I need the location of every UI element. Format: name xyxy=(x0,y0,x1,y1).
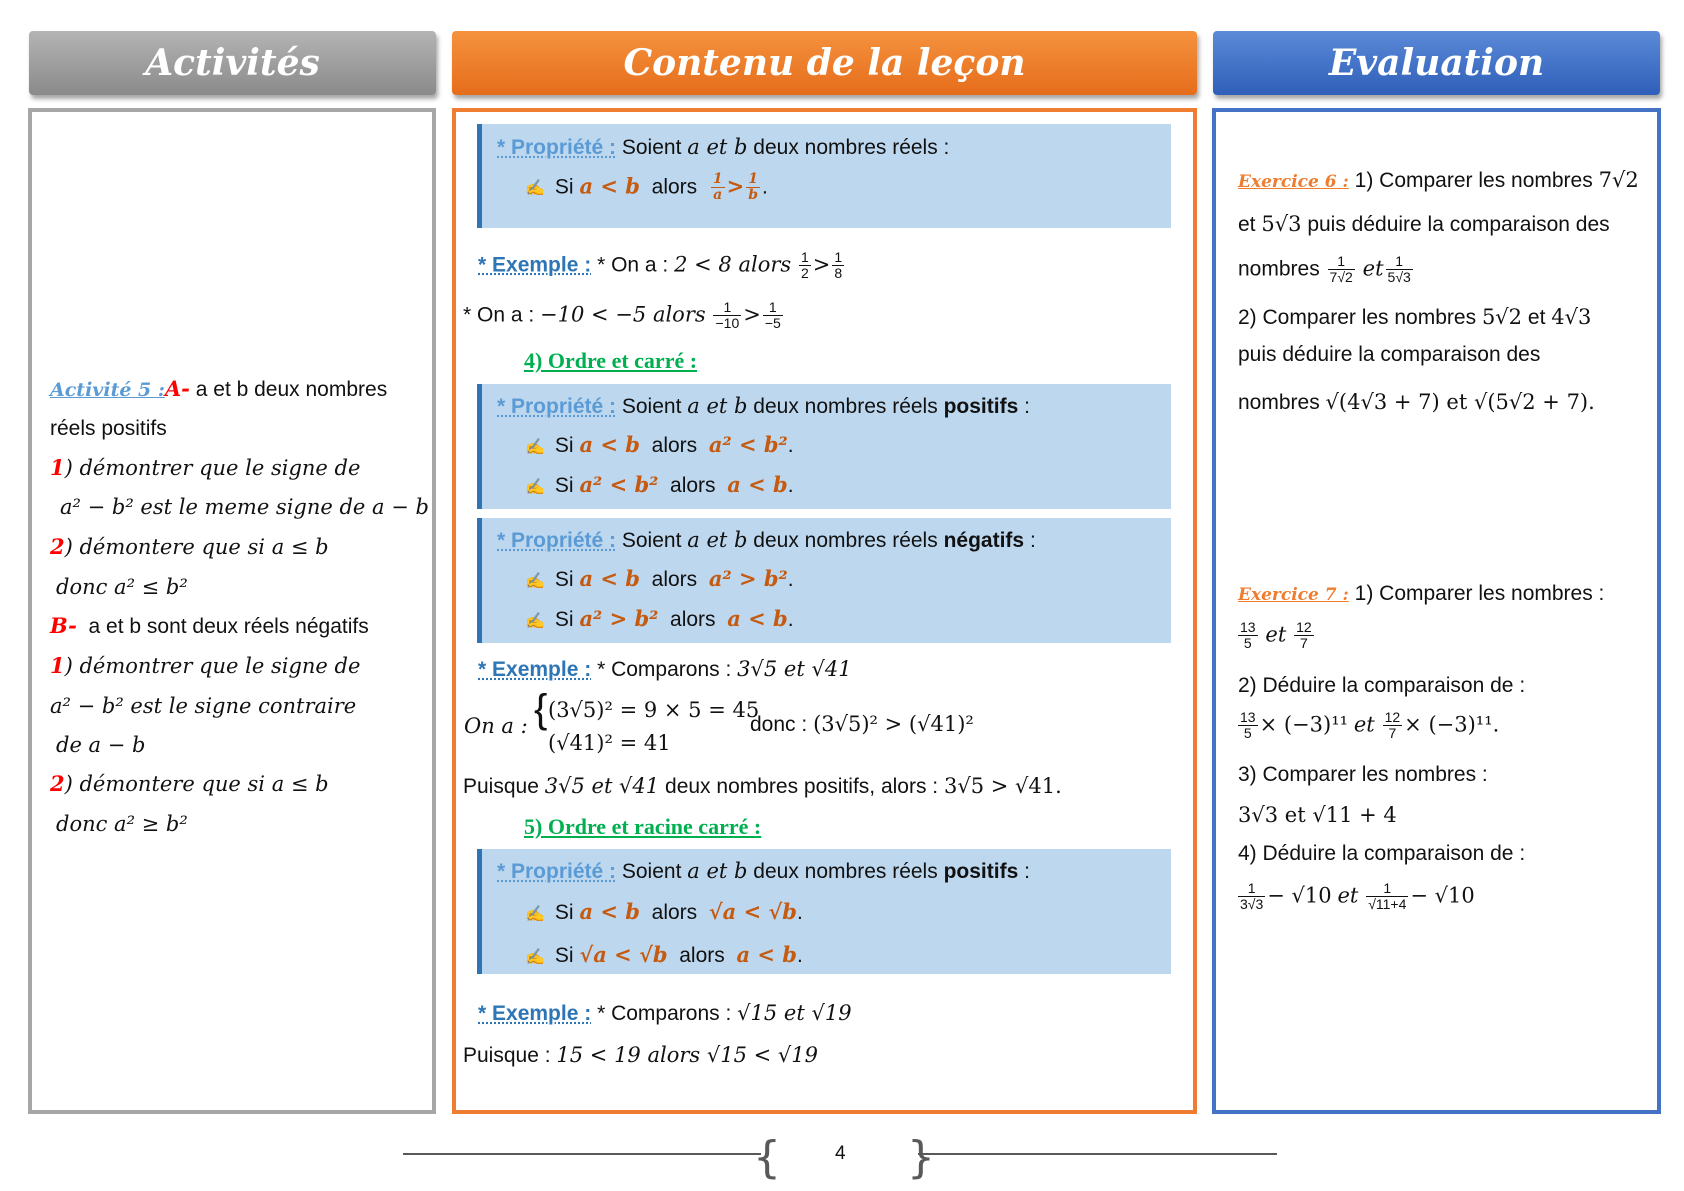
activite-a2: 2) démontere que si a ≤ b xyxy=(50,534,329,559)
activite-b2: 2) démontere que si a ≤ b xyxy=(50,771,329,796)
propriete-4-rule-1: ✍ Si a < b alors √a < √b. xyxy=(525,899,803,924)
pen-icon: ✍ xyxy=(525,906,545,923)
footer-bracket-left: { xyxy=(753,1132,781,1183)
propriete-3-rule-1: ✍ Si a < b alors a² > b². xyxy=(525,566,794,591)
activite-intro: Activité 5 :A- a et b deux nombres xyxy=(50,376,388,401)
exercice-6-line-6: nombres √(4√3 + 7) et √(5√2 + 7). xyxy=(1238,390,1595,414)
exercice-7-line-4: $\frac{13}{5}$ × (−3)¹¹ et $\frac{12}{7}$ × (−3)¹¹. xyxy=(1240,709,1500,742)
footer-bracket-right: } xyxy=(907,1132,935,1183)
exercice-7-line-8: $\frac{1}{3√3}$ − √10 et $\frac{1}{√11+4}$ − √10 xyxy=(1240,880,1475,913)
exercice-6-line-2: et 5√3 puis déduire la comparaison des xyxy=(1238,212,1610,236)
propriete-2-title: * Propriété : Soient a et b deux nombres réels positifs : xyxy=(497,394,1030,418)
header-evaluation: Evaluation xyxy=(1213,31,1660,95)
footer-line-left xyxy=(403,1153,761,1155)
activite-partB: B- a et b sont deux réels négatifs xyxy=(50,613,369,638)
exercice-7-line-3: 2) Déduire la comparaison de : xyxy=(1238,674,1526,697)
exercice-7-line-7: 4) Déduire la comparaison de : xyxy=(1238,842,1526,865)
exemple-3-donc: donc : (3√5)² > (√41)² xyxy=(750,712,974,736)
exemple-3-sys-2: (√41)² = 41 xyxy=(548,731,671,755)
exemple-2: * On a : −10 < −5 alors $\frac{1}{-10}$ > $\frac{1}{-5}$ xyxy=(463,299,781,332)
activite-b2-math: donc a² ≥ b² xyxy=(56,812,188,836)
propriete-4-title: * Propriété : Soient a et b deux nombres réels positifs : xyxy=(497,859,1030,883)
pen-icon: ✍ xyxy=(525,949,545,966)
activite-b1: 1) démontrer que le signe de xyxy=(50,653,361,678)
propriete-3-title: * Propriété : Soient a et b deux nombres réels négatifs : xyxy=(497,528,1036,552)
section-4-title: 4) Ordre et carré : xyxy=(524,348,698,373)
panel-activites xyxy=(28,108,436,1114)
pen-icon: ✍ xyxy=(525,479,545,496)
exercice-6-line-4: 2) Comparer les nombres 5√2 et 4√3 xyxy=(1238,305,1592,329)
exercice-6-line-3: nombres $\frac{1}{7√2}$ et $\frac{1}{5√3}$ xyxy=(1238,253,1411,286)
brace-symbol: { xyxy=(534,687,548,731)
propriete-3-rule-2: ✍ Si a² > b² alors a < b. xyxy=(525,606,794,631)
activite-a1-math: a² − b² est le meme signe de a − b xyxy=(60,495,429,519)
activite-a1: 1) démontrer que le signe de xyxy=(50,455,361,480)
activite-b1-math-2: de a − b xyxy=(56,733,146,757)
section-5-title: 5) Ordre et racine carré : xyxy=(524,814,762,839)
pen-icon: ✍ xyxy=(525,439,545,456)
propriete-4-rule-2: ✍ Si √a < √b alors a < b. xyxy=(525,942,803,967)
pen-icon: ✍ xyxy=(525,613,545,630)
exemple-3-sys-1: (3√5)² = 9 × 5 = 45 xyxy=(548,698,760,722)
header-activites: Activités xyxy=(29,31,436,95)
exercice-7-line-6: 3√3 et √11 + 4 xyxy=(1238,803,1397,827)
propriete-1-rule: ✍ Si a < b alors $\frac{1}{a}$ > $\frac{1}{b}$ . xyxy=(525,171,768,204)
propriete-2-rule-2: ✍ Si a² < b² alors a < b. xyxy=(525,472,794,497)
page-number: 4 xyxy=(835,1143,846,1164)
exemple-4: * Exemple : * Comparons : √15 et √19 xyxy=(478,1001,852,1025)
exercice-6-line-5: puis déduire la comparaison des xyxy=(1238,343,1541,366)
header-contenu: Contenu de la leçon xyxy=(452,31,1197,95)
exercice-7-line-2: $\frac{13}{5}$ et $\frac{12}{7}$ xyxy=(1240,619,1312,652)
pen-icon: ✍ xyxy=(525,573,545,590)
puisque-2: Puisque : 15 < 19 alors √15 < √19 xyxy=(463,1043,818,1067)
propriete-1-title: * Propriété : Soient a et b deux nombres réels : xyxy=(497,135,950,159)
exemple-1: * Exemple : * On a : 2 < 8 alors $\frac{1}{2}$ > $\frac{1}{8}$ xyxy=(478,249,843,282)
pen-icon: ✍ xyxy=(525,180,545,198)
activite-b1-math: a² − b² est le signe contraire xyxy=(50,694,357,718)
exercice-6-line-1: Exercice 6 : 1) Comparer les nombres 7√2 xyxy=(1238,168,1639,192)
footer-line-right xyxy=(918,1153,1277,1155)
puisque-1: Puisque 3√5 et √41 deux nombres positifs, alors : 3√5 > √41. xyxy=(463,774,1062,798)
exercice-7-line-1: Exercice 7 : 1) Comparer les nombres : xyxy=(1238,582,1605,605)
activite-intro-2: réels positifs xyxy=(50,417,167,440)
exemple-3: * Exemple : * Comparons : 3√5 et √41 xyxy=(478,657,852,681)
propriete-2-rule-1: ✍ Si a < b alors a² < b². xyxy=(525,432,794,457)
activite-a2-math: donc a² ≤ b² xyxy=(56,575,188,599)
exercice-7-line-5: 3) Comparer les nombres : xyxy=(1238,763,1488,786)
exemple-3-ona: On a : xyxy=(464,714,528,738)
